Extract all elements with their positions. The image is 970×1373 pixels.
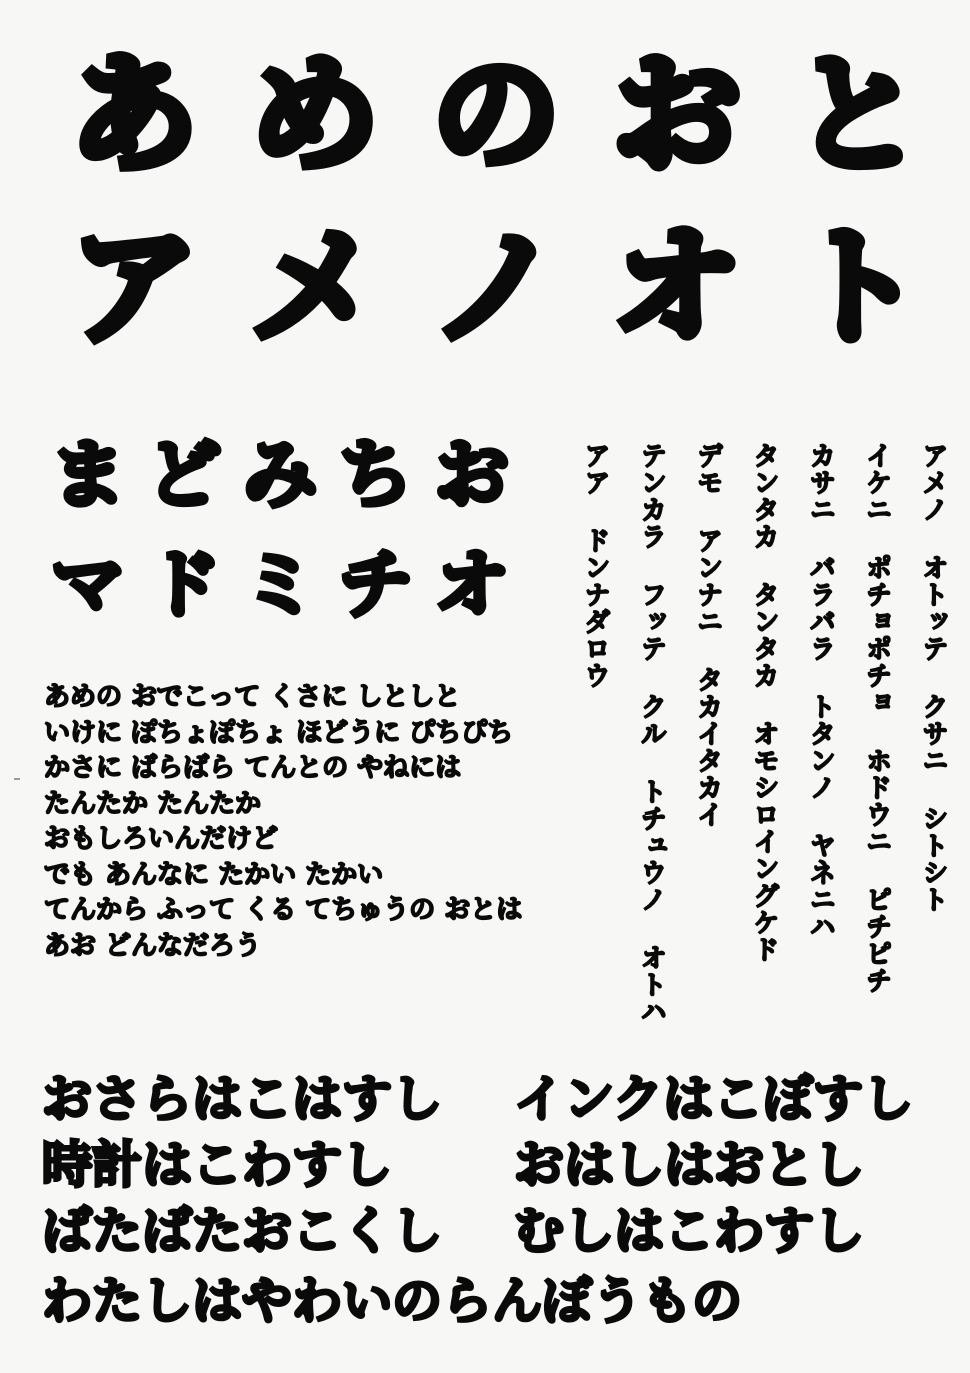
medium-hiragana-char: ち xyxy=(339,432,413,518)
vertical-column: イケニ ポチョポチョ ホドウニ ピチピチ xyxy=(861,442,892,994)
medium-katakana-char: チ xyxy=(339,542,413,628)
bottom-row xyxy=(42,1202,942,1260)
vertical-column: アメノ オトッテ クサニ シトシト xyxy=(917,442,948,913)
paragraph-line: いけに ぽちょぽちょ ほどうに ぴちぴち xyxy=(44,717,514,748)
hero-hiragana-char: と xyxy=(793,41,922,190)
hero-katakana-row xyxy=(46,213,946,362)
hero-hiragana-char: あ xyxy=(69,41,198,190)
medium-katakana-char: オ xyxy=(435,542,509,628)
hero-katakana-char: オ xyxy=(612,213,741,362)
paragraph-line: おもしろいんだけど xyxy=(44,824,279,854)
hero-katakana-char: ト xyxy=(793,213,922,362)
hero-hiragana-row xyxy=(46,41,946,190)
paragraph-line: でも あんなに たかい たかい xyxy=(44,859,384,890)
medium-katakana-row xyxy=(40,542,520,628)
bottom-phrase-left: ばたばたおこくし xyxy=(42,1202,442,1260)
paragraph-line: てんから ふって くる てちゅうの おとは xyxy=(44,895,523,925)
katakana-vertical-text xyxy=(576,442,946,1042)
hero-hiragana-char: め xyxy=(250,41,379,190)
bottom-phrase-right: むしはこわすし xyxy=(514,1202,864,1260)
bottom-row xyxy=(42,1070,942,1128)
paragraph-line: かさに ばらばら てんとの やねには xyxy=(44,753,462,783)
hero-hiragana-char: お xyxy=(612,41,741,190)
bottom-row xyxy=(42,1272,942,1330)
medium-hiragana-char: み xyxy=(243,432,317,518)
vertical-column: アア ドンナダロウ xyxy=(580,442,610,689)
medium-hiragana-char: ま xyxy=(51,432,125,518)
medium-katakana-char: ド xyxy=(147,542,221,628)
vertical-column: タンタカ タンタカ オモシロイングケド xyxy=(748,442,779,963)
paragraph-line: あめの おでこって くさに しとしと xyxy=(44,682,461,712)
hiragana-paragraph xyxy=(44,684,564,968)
medium-hiragana-char: お xyxy=(435,432,509,518)
hero-katakana-char: ノ xyxy=(431,213,560,362)
bottom-phrase-right: インクはこぼすし xyxy=(514,1070,913,1128)
bottom-phrase-left: 時計はこわすし xyxy=(42,1136,392,1194)
vertical-column: カサニ バラバラ トタンノ ヤネニハ xyxy=(805,442,836,940)
bottom-phrase-left: おさらはこはすし xyxy=(42,1070,442,1128)
medium-katakana-char: ミ xyxy=(243,542,317,628)
medium-katakana-char: マ xyxy=(51,542,125,628)
paragraph-line: たんたか たんたか xyxy=(44,788,262,819)
paragraph-line: あお どんなだろう xyxy=(44,930,262,961)
hero-katakana-char: メ xyxy=(250,213,379,362)
bottom-row xyxy=(42,1136,942,1194)
vertical-column: テンカラ フッテ クル トチュウノ オトハ xyxy=(636,442,667,1025)
vertical-column: デモ アンナニ タカイタカイ xyxy=(692,442,723,828)
medium-hiragana-char: ど xyxy=(147,432,221,518)
bottom-phrase-left: わたしはやわいのらんぼうもの xyxy=(42,1272,742,1330)
medium-hiragana-row xyxy=(40,432,520,518)
hero-hiragana-char: の xyxy=(431,41,560,190)
hero-katakana-char: ア xyxy=(69,213,198,362)
bottom-phrase-right: おはしはおとし xyxy=(514,1136,864,1194)
paper-speck xyxy=(14,778,20,780)
